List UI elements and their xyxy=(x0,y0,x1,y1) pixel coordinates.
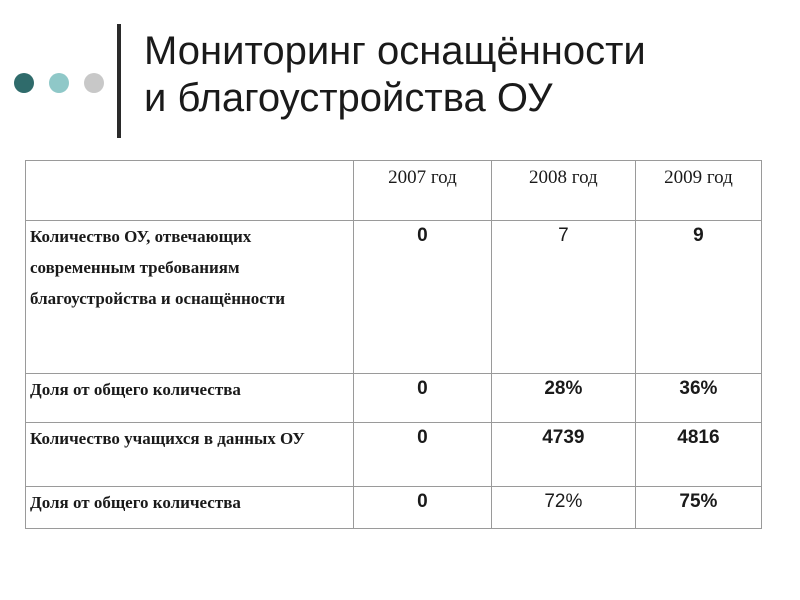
cell-value: 36% xyxy=(635,374,761,423)
row-label: Количество ОУ, отвечающих современным требованиям благоустройства и оснащённости xyxy=(26,221,354,374)
dot-gray-icon xyxy=(84,73,104,93)
cell-value: 75% xyxy=(635,487,761,529)
title-divider xyxy=(117,24,121,138)
cell-value: 4816 xyxy=(635,423,761,487)
cell-value: 28% xyxy=(491,374,635,423)
row-label: Количество учащихся в данных ОУ xyxy=(26,423,354,487)
slide-title xyxy=(144,28,646,122)
monitoring-table xyxy=(25,160,762,529)
cell-value: 0 xyxy=(353,487,491,529)
table-row xyxy=(26,487,762,529)
decorative-dots xyxy=(14,73,104,93)
header-empty-cell xyxy=(26,161,354,221)
cell-value: 0 xyxy=(353,374,491,423)
table-row xyxy=(26,374,762,423)
header-2008: 2008 год xyxy=(491,161,635,221)
table-row xyxy=(26,221,762,374)
row-label: Доля от общего количества xyxy=(26,487,354,529)
title-line-2: и благоустройства ОУ xyxy=(144,76,553,120)
cell-value: 4739 xyxy=(491,423,635,487)
cell-value: 72% xyxy=(491,487,635,529)
header-2009: 2009 год xyxy=(635,161,761,221)
cell-value: 7 xyxy=(491,221,635,374)
cell-value: 9 xyxy=(635,221,761,374)
cell-value: 0 xyxy=(353,423,491,487)
table-row xyxy=(26,423,762,487)
dot-dark-teal-icon xyxy=(14,73,34,93)
dot-light-teal-icon xyxy=(49,73,69,93)
cell-value: 0 xyxy=(353,221,491,374)
header-2007: 2007 год xyxy=(353,161,491,221)
row-label: Доля от общего количества xyxy=(26,374,354,423)
table-header-row xyxy=(26,161,762,221)
title-line-1: Мониторинг оснащённости xyxy=(144,29,646,73)
